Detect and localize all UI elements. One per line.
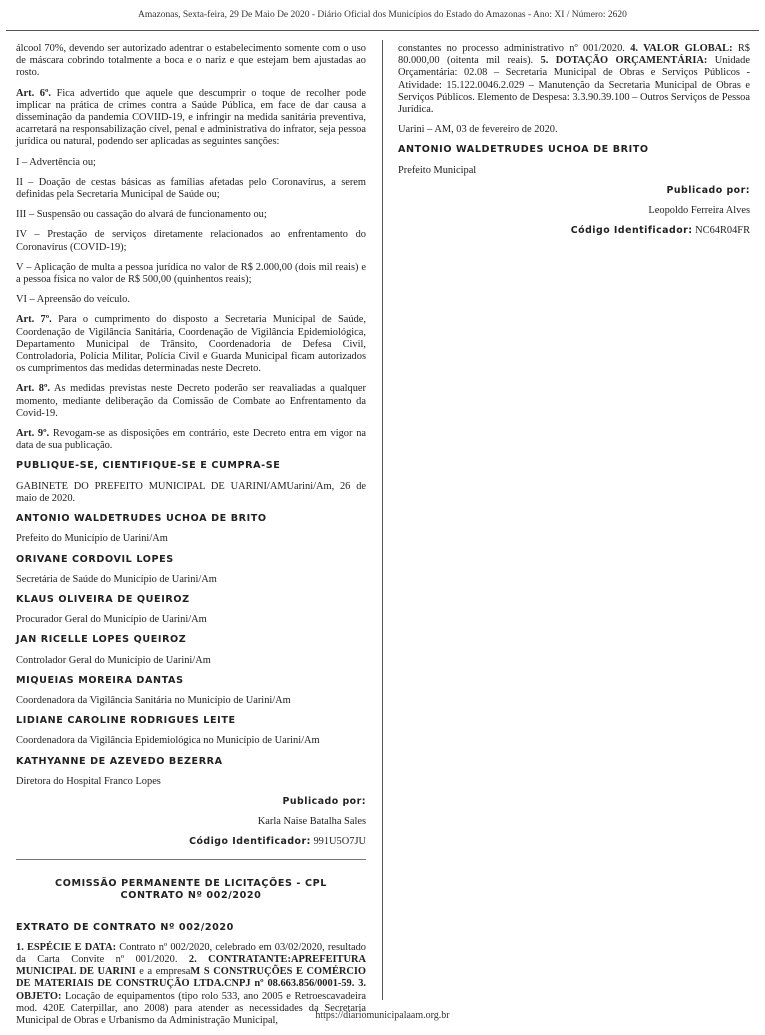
identifier-code-value: 991U5O7JU — [310, 836, 366, 848]
signatory-name: ORIVANE CORDOVIL LOPES — [16, 553, 174, 565]
article-6-label: Art. 6º. — [16, 87, 52, 99]
article-8 — [16, 383, 366, 420]
sanction-2: II – Doação de cestas básicas as famílias afetadas pelo Coronavírus, a serem definidas pela Secretaria Municipal de Saúde ou; — [16, 176, 366, 201]
sanction-3: III – Suspensão ou cassação do alvará de funcionamento ou; — [16, 209, 267, 221]
clause-2-sep: e a empresa — [135, 966, 191, 978]
signatory-role: Procurador Geral do Município de Uarini/Am — [16, 614, 207, 626]
clause-2-company: M S CONSTRUÇÕES E COMÉRCIO DE MATERIAIS DE CONSTRUÇÃO LTDA.CNPJ nº 08.663.856/0001-59. — [16, 966, 367, 990]
column-divider — [382, 40, 383, 1000]
signatory-name: KLAUS OLIVEIRA DE QUEIROZ — [16, 593, 190, 605]
identifier-code-label: Código Identificador: — [570, 225, 693, 237]
sanction-5: V – Aplicação de multa a pessoa jurídica no valor de R$ 2.000,00 (dois mil reais) e a pessoa física no valor de R$ 500,00 (quinhentos reais); — [16, 261, 366, 286]
publique-heading: PUBLIQUE-SE, CIENTIFIQUE-SE E CUMPRA-SE — [16, 460, 281, 472]
published-by — [16, 796, 366, 808]
clause-1-label: 1. ESPÉCIE E DATA: — [16, 941, 117, 953]
section-title — [16, 878, 366, 902]
article-9-label: Art. 9º. — [16, 428, 50, 440]
signatory-role: Coordenadora da Vigilância Sanitária no Município de Uarini/Am — [16, 694, 291, 706]
right-column — [398, 43, 750, 245]
signatory-role: Diretora do Hospital Franco Lopes — [16, 775, 161, 787]
section-title-line-2: CONTRATO Nº 002/2020 — [120, 889, 262, 901]
signatory-name: KATHYANNE DE AZEVEDO BEZERRA — [16, 755, 223, 767]
published-by-name: Karla Naise Batalha Sales — [257, 816, 366, 828]
identifier-code-value: NC64R04FR — [692, 225, 750, 237]
identifier-code — [398, 225, 750, 237]
article-7-text: Para o cumprimento do disposto a Secretaria Municipal de Saúde, Coordenação de Vigilância Sanitária, Coordenação de Vigilância Epidemiológica, Departamento Municipal de Trânsito, Coordenadoria de Defesa Civil, Controladoria, Polícia Militar, Polícia Civil e Guarda Municipal ficam autorizados os cumprimentos das medidas determinadas neste Decreto. — [16, 314, 366, 375]
left-column — [16, 43, 366, 1035]
signatory-name: LIDIANE CAROLINE RODRIGUES LEITE — [16, 715, 236, 727]
sanction-6: VI – Apreensão do veículo. — [16, 294, 130, 306]
signatory-role: Secretária de Saúde do Município de Uarini/Am — [16, 573, 217, 585]
signatory-name: JAN RICELLE LOPES QUEIROZ — [16, 634, 187, 646]
article-8-label: Art. 8º. — [16, 383, 50, 395]
clause-4-label: 4. VALOR GLOBAL: — [624, 43, 733, 54]
published-by-name: Leopoldo Ferreira Alves — [648, 205, 750, 217]
article-8-text: As medidas previstas neste Decreto poderão ser reavaliadas a qualquer momento, mediante deliberação da Comissão de Combate ao Enfrentamento da Covid-19. — [16, 383, 366, 419]
identifier-code-label: Código Identificador: — [189, 836, 311, 848]
clause-3-text: Locação de equipamentos (tipo rolo 533, ano 2005 e Retroescavadeira mod. 420E Caterpillar, ano 2008) para atender as necessidades da Secretaria Municipal de Obras e Urbanismo da Administração Municipal, — [16, 990, 366, 1026]
contract-continuation — [398, 43, 750, 116]
signer-name: ANTONIO WALDETRUDES UCHOA DE BRITO — [398, 144, 649, 156]
article-9 — [16, 428, 366, 452]
section-title-line-1: COMISSÃO PERMANENTE DE LICITAÇÕES - CPL — [55, 877, 327, 889]
clause-1-text: Contrato nº 002/2020, celebrado em 03/02/2020, resultado da Carta Convite nº 001/2020. — [16, 941, 366, 965]
published-by-label: Publicado por: — [666, 184, 750, 196]
paragraph-mask-rule: álcool 70%, devendo ser autorizado adentrar o estabelecimento somente com o uso de máscara cobrindo totalmente a boca e o nariz e que estejam bem ajustadas ao rosto. — [16, 43, 366, 79]
clause-5-label: 5. DOTAÇÃO ORÇAMENTÁRIA: — [533, 55, 708, 67]
sanction-4: IV – Prestação de serviços diretamente relacionados ao enfrentamento do Coronavírus (COVID-19); — [16, 229, 366, 253]
clause-5-text: Unidade Orçamentária: 02.08 – Secretaria Municipal de Obras e Serviços Públicos - Atividade: 15.122.0046.2.029 – Manutenção da Secretaria Municipal de Obras e Serviços Públicos. Elemento de Despesa: 3.3.90.39.100 – Outros Serviços de Pessoa Jurídica. — [398, 55, 750, 116]
header-divider — [6, 30, 759, 31]
article-7 — [16, 314, 366, 375]
signatory-name: ANTONIO WALDETRUDES UCHOA DE BRITO — [16, 513, 267, 525]
clause-4-text: R$ 80.000,00 (oitenta mil reais). — [398, 43, 750, 67]
published-by — [398, 185, 750, 197]
gabinete-line: GABINETE DO PREFEITO MUNICIPAL DE UARINI/AMUarini/Am, 26 de maio de 2020. — [16, 480, 366, 504]
page-header: Amazonas, Sexta-feira, 29 De Maio De 2020 - Diário Oficial dos Municípios do Estado do Amazonas - Ano: XI / Número: 2620 — [138, 10, 627, 20]
article-7-label: Art. 7º. — [16, 314, 52, 326]
signatory-name: MIQUEIAS MOREIRA DANTAS — [16, 674, 184, 686]
published-by-label: Publicado por: — [282, 795, 366, 807]
section-divider — [16, 859, 366, 860]
clause-2-text: APREFEITURA MUNICIPAL DE UARINI — [16, 953, 366, 978]
article-6-text: Fica advertido que aquele que descumprir o toque de recolher pode implicar na prática de crimes contra a Saúde Pública, em face de dar causa a disseminação da pandemia COVIID-19, e infringir na medida sanitária preventiva, acarretará na responsabilização cível, penal e administrativa do infrator, seja pessoa jurídica ou natural, podendo ser aplicadas as seguintes sanções: — [16, 87, 366, 148]
article-9-text: Revogam-se as disposições em contrário, este Decreto entra em vigor na data de sua publicação. — [16, 428, 366, 452]
clause-3-label: 3. OBJETO: — [16, 978, 366, 1002]
article-6 — [16, 88, 366, 149]
clause-2-label: 2. CONTRATANTE: — [177, 953, 291, 965]
signatory-role: Controlador Geral do Município de Uarini/Am — [16, 654, 211, 666]
date-line: Uarini – AM, 03 de fevereiro de 2020. — [398, 124, 558, 136]
signer-role: Prefeito Municipal — [398, 164, 477, 176]
identifier-code — [16, 836, 366, 848]
signatory-role: Prefeito do Município de Uarini/Am — [16, 533, 168, 545]
extrato-title: EXTRATO DE CONTRATO Nº 002/2020 — [16, 921, 234, 933]
sanction-1: I – Advertência ou; — [16, 156, 96, 168]
footer-url[interactable]: https://diariomunicipalaam.org.br — [315, 1010, 450, 1021]
signatory-role: Coordenadora da Vigilância Epidemiológica no Município de Uarini/Am — [16, 735, 320, 747]
continuation-text: constantes no processo administrativo nº 001/2020. — [398, 43, 625, 54]
